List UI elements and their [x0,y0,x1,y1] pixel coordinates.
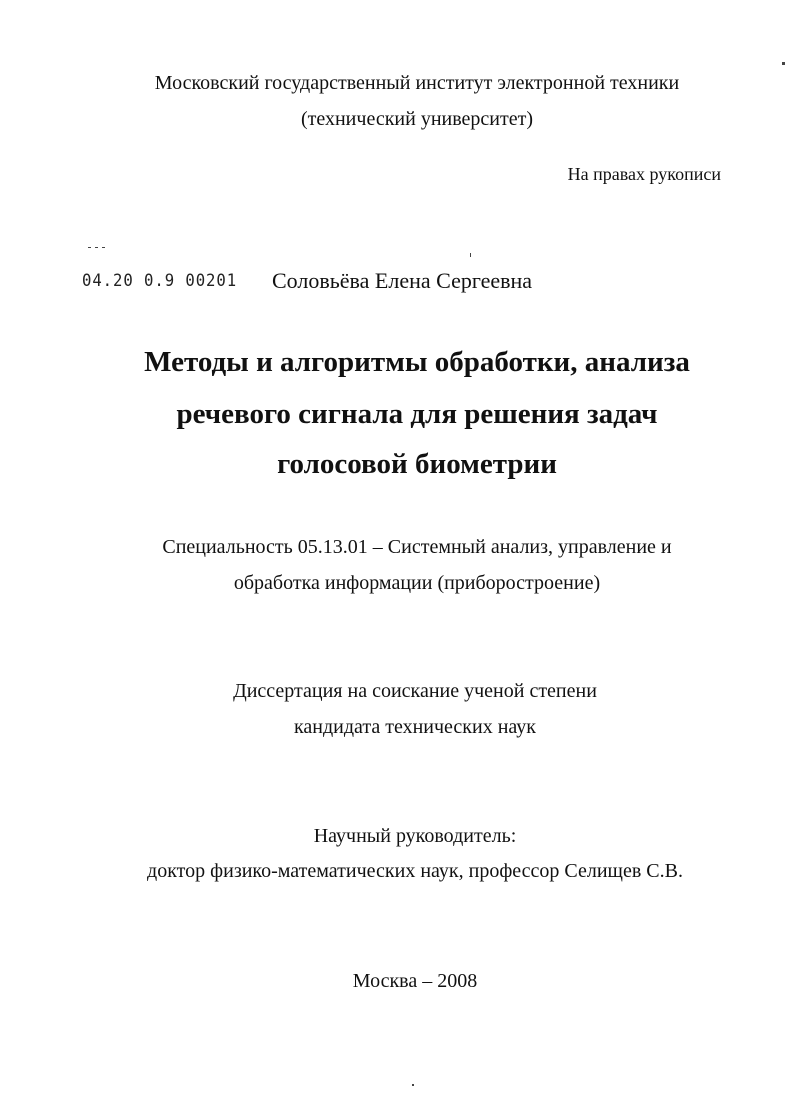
registration-stamp: 04.20 0.9 00201 [82,271,238,291]
manuscript-rights-note: На правах рукописи [567,164,721,184]
author-name: Соловьёва Елена Сергеевна [272,268,533,293]
scan-speck [88,247,91,248]
thesis-title-line: Методы и алгоритмы обработки, анализа [144,346,690,378]
scan-speck [782,62,785,65]
institute-name: Московский государственный институт электронной техники [154,72,680,94]
scan-speck [470,253,471,257]
specialty-line: Специальность 05.13.01 – Системный анализ, управление и [162,536,672,558]
degree-line: кандидата технических наук [293,716,537,738]
specialty-line: обработка информации (приборостроение) [233,572,601,594]
supervisor-label: Научный руководитель: [313,825,517,847]
degree-line: Диссертация на соискание ученой степени [233,680,597,702]
institute-subtitle: (технический университет) [300,108,534,130]
scan-speck [412,1084,414,1086]
thesis-title-line: речевого сигнала для решения задач [176,398,658,430]
city-year: Москва – 2008 [352,970,478,992]
scan-speck [95,247,98,248]
scan-speck [102,247,105,248]
thesis-title-line: голосовой биометрии [277,448,557,480]
supervisor-name: доктор физико-математических наук, профессор Селищев С.В. [147,860,683,882]
